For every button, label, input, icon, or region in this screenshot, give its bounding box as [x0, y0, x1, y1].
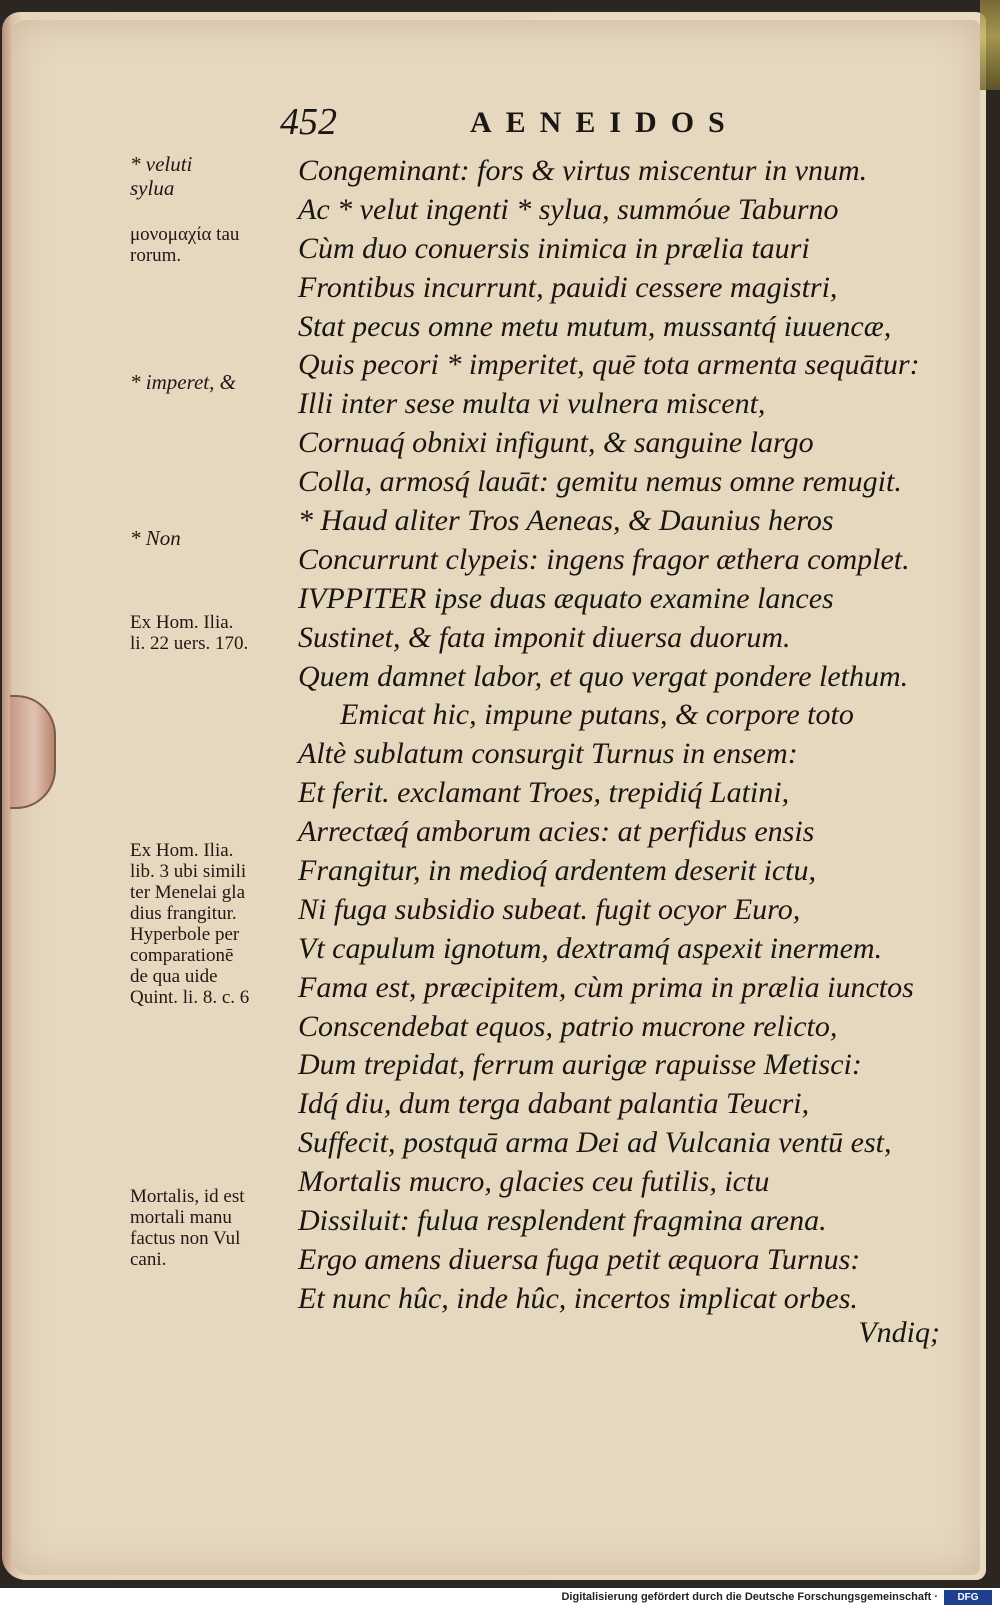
margin-note-mortalis	[130, 1186, 300, 1270]
margin-line: li. 22 uers. 170.	[130, 633, 249, 654]
margin-line: Mortalis, id est	[130, 1186, 245, 1207]
verse-line: Emicat hic, impune putans, & corpore toto	[340, 698, 854, 732]
verse-line: Sustinet, & fata imponit diuersa duorum.	[298, 620, 791, 654]
margin-line: μονομαχία tau	[130, 224, 240, 245]
verse-line: Suffecit, postquā arma Dei ad Vulcania ventū est,	[298, 1126, 892, 1160]
verse-line: Fama est, præcipitem, cùm prima in prælia iunctos	[298, 970, 914, 1004]
margin-line: mortali manu	[130, 1207, 232, 1228]
verse-line: Cornuaq́ obnixi infigunt, & sanguine largo	[298, 426, 814, 460]
margin-note-hom-ilia-3	[130, 840, 300, 1008]
margin-line: sylua	[130, 176, 175, 200]
verse-line: Arrectæq́ amborum acies: at perfidus ensis	[298, 815, 815, 849]
verse-line: Congeminant: fors & virtus miscentur in vnum.	[298, 154, 868, 187]
funding-notice: Digitalisierung gefördert durch die Deutsche Forschungsgemeinschaft ·	[561, 1591, 938, 1603]
margin-line: comparationē	[130, 945, 234, 966]
margin-line: ter Menelai gla	[130, 882, 246, 903]
verse-line: Ni fuga subsidio subeat. fugit ocyor Euro,	[298, 892, 801, 926]
verse-line: Et ferit. exclamant Troes, trepidiq́ Latini,	[298, 776, 790, 810]
dfg-logo: DFG	[944, 1590, 992, 1605]
verse-line: Frontibus incurrunt, pauidi cessere magistri,	[298, 270, 838, 304]
footer	[0, 1588, 1000, 1608]
verse-line: Ergo amens diuersa fuga petit æquora Turnus:	[298, 1242, 861, 1276]
verse-line: Vt capulum ignotum, dextramq́ aspexit inermem.	[298, 931, 883, 965]
margin-line: Ex Hom. Ilia.	[130, 840, 234, 861]
page-tab-marker	[10, 695, 56, 809]
verse-line: Altè sublatum consurgit Turnus in ensem:	[298, 737, 798, 771]
margin-line: * veluti	[130, 152, 193, 176]
verse-block	[298, 152, 978, 1319]
margin-line: lib. 3 ubi simili	[130, 861, 247, 882]
margin-line: factus non Vul	[130, 1228, 241, 1249]
margin-note-non	[130, 526, 300, 550]
margin-line: cani.	[130, 1249, 167, 1270]
page-number: 452	[280, 101, 337, 143]
verse-line: Et nunc hûc, inde hûc, incertos implicat orbes.	[298, 1281, 858, 1315]
verse-line: Colla, armosq́ lauāt: gemitu nemus omne remugit.	[298, 465, 902, 499]
margin-line: de qua uide	[130, 966, 218, 987]
margin-note-imperet	[130, 370, 300, 394]
page-header	[280, 100, 800, 150]
verse-line: Idq́ diu, dum terga dabant palantia Teucri,	[298, 1087, 810, 1121]
verse-line: Concurrunt clypeis: ingens fragor æthera complet.	[298, 542, 910, 576]
verse-line: Dum trepidat, ferrum aurigæ rapuisse Metisci:	[298, 1048, 862, 1082]
verse-line: Quis pecori * imperitet, quē tota armenta sequātur:	[298, 348, 920, 382]
verse-line: Quem damnet labor, et quo vergat pondere lethum.	[298, 659, 909, 693]
verse-line: IVPPITER ipse duas æquato examine lances	[298, 581, 834, 615]
verse-line: Dissiluit: fulua resplendent fragmina arena.	[298, 1204, 827, 1238]
verse-line: Ac * velut ingenti * sylua, summóue Taburno	[298, 192, 839, 226]
verse-line: Illi inter sese multa vi vulnera miscent,	[298, 387, 766, 421]
margin-line: * Non	[130, 526, 181, 550]
verse-line: * Haud aliter Tros Aeneas, & Daunius heros	[298, 504, 834, 538]
margin-note-veluti	[130, 152, 300, 200]
verse-line: Conscendebat equos, patrio mucrone relicto,	[298, 1009, 838, 1043]
margin-line: Hyperbole per	[130, 924, 240, 945]
verse-line: Stat pecus omne metu mutum, mussantq́ iuuencæ,	[298, 309, 892, 343]
margin-line: Quint. li. 8. c. 6	[130, 987, 250, 1008]
margin-note-hom-ilia-22	[130, 612, 300, 654]
verse-line: Cùm duo conuersis inimica in prælia tauri	[298, 231, 810, 265]
catchword: Vndiq;	[858, 1316, 940, 1349]
margin-line: Ex Hom. Ilia.	[130, 612, 234, 633]
verse-line: Mortalis mucro, glacies ceu futilis, ictu	[298, 1165, 770, 1199]
verse-line: Frangitur, in medioq́ ardentem deserit ictu,	[298, 854, 816, 888]
margin-note-monomachia	[130, 224, 300, 266]
binding-string	[980, 0, 1000, 90]
running-title: AENEIDOS	[470, 106, 739, 139]
margin-line: * imperet, &	[130, 370, 236, 394]
margin-line: rorum.	[130, 245, 182, 266]
margin-line: dius frangitur.	[130, 903, 237, 924]
